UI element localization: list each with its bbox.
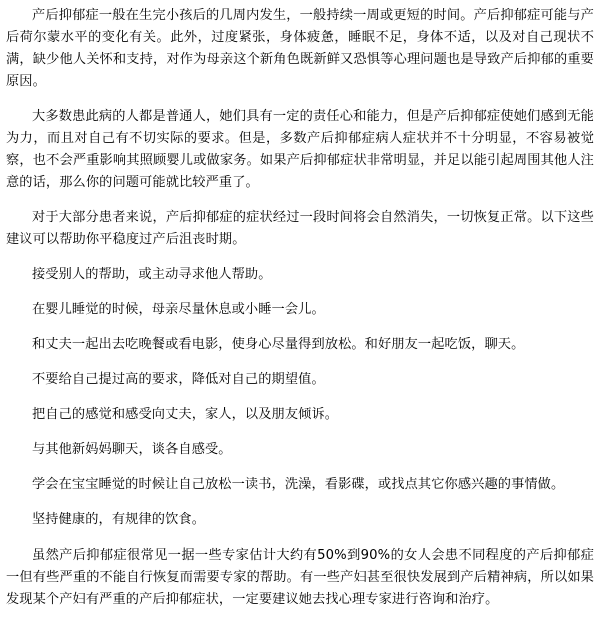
suggestion-item: 学会在宝宝睡觉的时候让自己放松一读书，洗澡，看影碟，或找点其它你感兴趣的事情做。 <box>32 477 565 492</box>
paragraph-cause: 产后抑郁症一般在生完小孩后的几周内发生，一般持续一周或更短的时间。产后抑郁症可能与产后荷尔蒙水平的变化有关。此外，过度紧张，身体疲惫，睡眠不足，身体不适，以及对自己现状不满，缺少他人关怀和支持，对作为母亲这个新角色既新鲜又恐惧等心理问题也是导致产后抑郁的重要原因。 <box>6 8 594 89</box>
paragraph-symptoms: 大多数患此病的人都是普通人，她们具有一定的责任心和能力，但是产后抑郁症使她们感到无能为力，而且对自己有不切实际的要求。但是，多数产后抑郁症病人症状并不十分明显，不容易被觉察，也不会严重影响其照顾婴儿或做家务。如果产后抑郁症状非常明显，并足以能引起周围其他人注意的话，那么你的问题可能就比较严重了。 <box>6 109 594 190</box>
paragraph-closing: 虽然产后抑郁症很常见一据一些专家估计大约有50%到90%的女人会患不同程度的产后抑郁症一但有些严重的不能自行恢复而需要专家的帮助。有一些产妇甚至很快发展到产后精神病，所以如果发现某个产妇有严重的产后抑郁症状，一定要建议她去找心理专家进行咨询和治疗。 <box>6 548 594 607</box>
paragraph-recovery: 对于大部分患者来说，产后抑郁症的症状经过一段时间将会自然消失，一切恢复正常。以下这些建议可以帮助你平稳度过产后沮丧时期。 <box>6 210 594 247</box>
suggestion-item: 把自己的感觉和感受向丈夫，家人，以及朋友倾诉。 <box>32 407 339 422</box>
suggestion-item: 坚持健康的，有规律的饮食。 <box>32 512 205 527</box>
suggestion-item: 在婴儿睡觉的时候，母亲尽量休息或小睡一会儿。 <box>32 302 325 317</box>
suggestion-item: 接受别人的帮助，或主动寻求他人帮助。 <box>32 267 272 282</box>
suggestion-item: 不要给自己提过高的要求，降低对自己的期望值。 <box>32 372 325 387</box>
suggestion-item: 和丈夫一起出去吃晚餐或看电影，使身心尽量得到放松。和好朋友一起吃饭，聊天。 <box>32 337 525 352</box>
suggestion-item: 与其他新妈妈聊天，谈各自感受。 <box>32 442 232 457</box>
